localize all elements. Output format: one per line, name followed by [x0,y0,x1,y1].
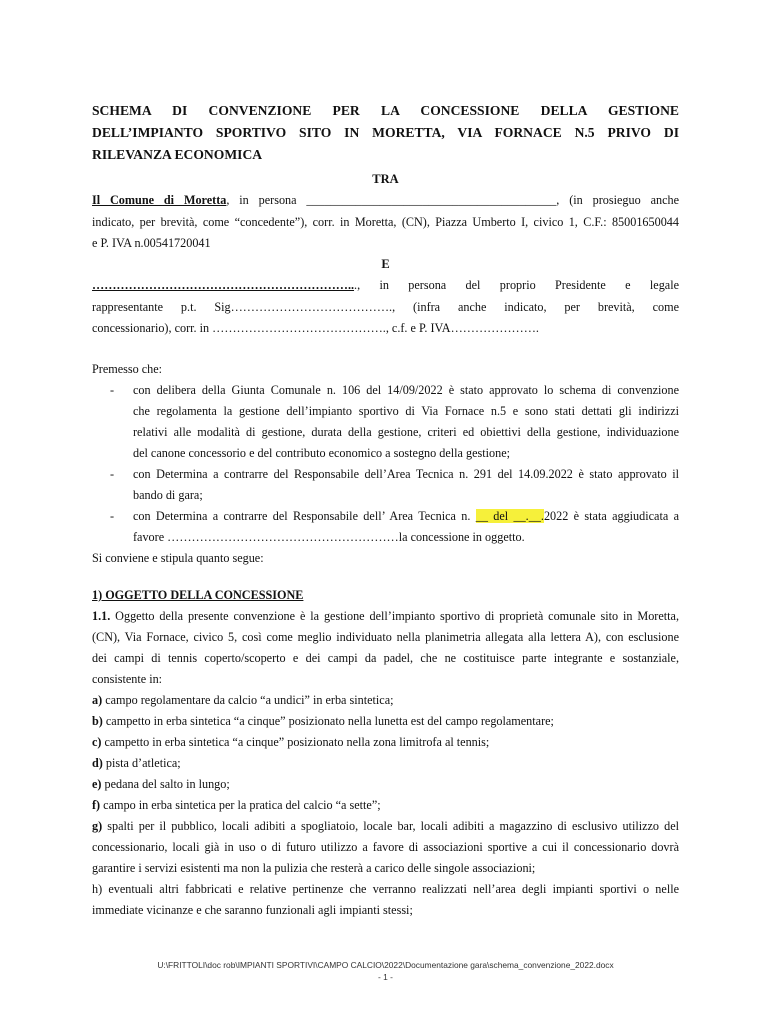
title-line-1: SCHEMA DI CONVENZIONE PER LA CONCESSIONE DELLA GESTIONE [92,103,679,118]
bullet-3-line-1 [133,509,679,524]
list-item: f) campo in erba sintetica per la pratica del calcio “a sette”; [92,798,381,812]
title-line-3: RILEVANZA ECONOMICA [92,147,263,162]
bullet-2-line-2: bando di gara; [133,488,203,502]
party1-line-1 [92,193,679,208]
document-title [92,100,679,166]
section-p-line-2: (CN), Via Fornace, civico 5, così come meglio individuato nella planimetria allegata alla lettera A), con esclusione [92,630,679,644]
title-line-2: DELL’IMPIANTO SPORTIVO SITO IN MORETTA, VIA FORNACE N.5 PRIVO DI [92,125,679,140]
list-item: c) campetto in erba sintetica “a cinque” posizionato nella zona limitrofa al tennis; [92,735,490,749]
section-heading: 1) OGGETTO DELLA CONCESSIONE [92,588,304,602]
section-number: 1.1. [92,609,111,623]
party1-line-3: e P. IVA n.00541720041 [92,236,211,250]
bullet-3-pre: con Determina a contrarre del Responsabile dell’ Area Tecnica n. [133,509,476,523]
list-item-h-line-1: h) eventuali altri fabbricati e relative pertinenze che verranno realizzati nell’area degli impianti sportivi o nelle [92,882,679,896]
party2-line-1 [92,278,679,293]
bullet-1-line-3: relativi alle modalità di gestione, durata della gestione, criteri ed obiettivi della gestione, individuazione [133,425,679,439]
list-item: b) campetto in erba sintetica “a cinque” posizionato nella lunetta est del campo regolamentare; [92,714,554,728]
premesso-label: Premesso che: [92,362,163,376]
footer-file-path: U:\FRITTOLI\doc rob\IMPIANTI SPORTIVI\CAMPO CALCIO\2022\Documentazione gara\schema_convenzione_2022.docx [157,960,614,970]
list-item-g-line-3: garantire i servizi esistenti ma non la pulizia che resterà a carico delle singole associazioni; [92,861,536,875]
party1-name: Il Comune di Moretta [92,193,227,207]
list-item-g-line-1: g) spalti per il pubblico, locali adibiti a spogliatoio, locale bar, locali adibiti a magazzino di esclusivo utilizzo del [92,819,679,833]
party2-line-1-rest: ., in persona del proprio Presidente e legale [354,278,679,292]
section-p-line-3: dei campi di tennis coperto/scoperto e dei campi da padel, che ne costituisce parte integrante e sostanziale, [92,651,679,665]
bullet-1-line-1: con delibera della Giunta Comunale n. 106 del 14/09/2022 è stato approvato lo schema di convenzione [133,383,679,397]
tra-heading: TRA [372,172,399,186]
e-heading: E [381,257,390,271]
bullet-1-line-4: del canone concessorio e del contributo economico a sostegno della gestione; [133,446,511,460]
list-item-g-line-2: concessionario, locali già in uso o di futuro utilizzo a favore di associazioni sportive a cui il concessionario dovrà [92,840,679,854]
bullet-3-line-2: favore …………………………………………………la concessione in oggetto. [133,530,525,544]
footer-page-number: - 1 - [378,972,393,982]
bullet-dash: - [110,467,115,481]
party2-dots: ……………………………………………………….. [92,278,355,292]
highlighted-blank-date: __ del __.__. [475,509,544,523]
party1-line-1-rest: , in persona _________________________________________, (in prosieguo anche [226,193,679,207]
list-item: e) pedana del salto in lungo; [92,777,230,791]
list-item: a) campo regolamentare da calcio “a undici” in erba sintetica; [92,693,394,707]
party2-line-3: concessionario), corr. in ……………………………………., c.f. e P. IVA…………………. [92,321,539,335]
party1-line-2: indicato, per brevità, come “concedente”), corr. in Moretta, (CN), Piazza Umberto I, civico 1, C.F.: 85001650044 [92,215,679,229]
bullet-2-line-1: con Determina a contrarre del Responsabile dell’Area Tecnica n. 291 del 14.09.2022 è stato approvato il [133,467,679,481]
section-p-line-4: consistente in: [92,672,163,686]
section-p-line-1: 1.1. Oggetto della presente convenzione è la gestione dell’impianto sportivo di proprietà comunale sito in Moretta, [92,609,679,623]
conviene-line: Si conviene e stipula quanto segue: [92,551,264,565]
bullet-dash: - [110,383,115,397]
bullet-dash: - [110,509,115,523]
bullet-3-post: 2022 è stata aggiudicata a [543,509,679,523]
list-item-h-line-2: immediate vicinanze e che saranno funzionali agli impianti stessi; [92,903,413,917]
list-item: d) pista d’atletica; [92,756,181,770]
party2-line-2: rappresentante p.t. Sig…………………………………., (infra anche indicato, per brevità, come [92,300,679,314]
bullet-1-line-2: che regolamenta la gestione dell’impianto sportivo di Via Fornace n.5 e sono stati dettati gli indirizzi [133,404,679,418]
